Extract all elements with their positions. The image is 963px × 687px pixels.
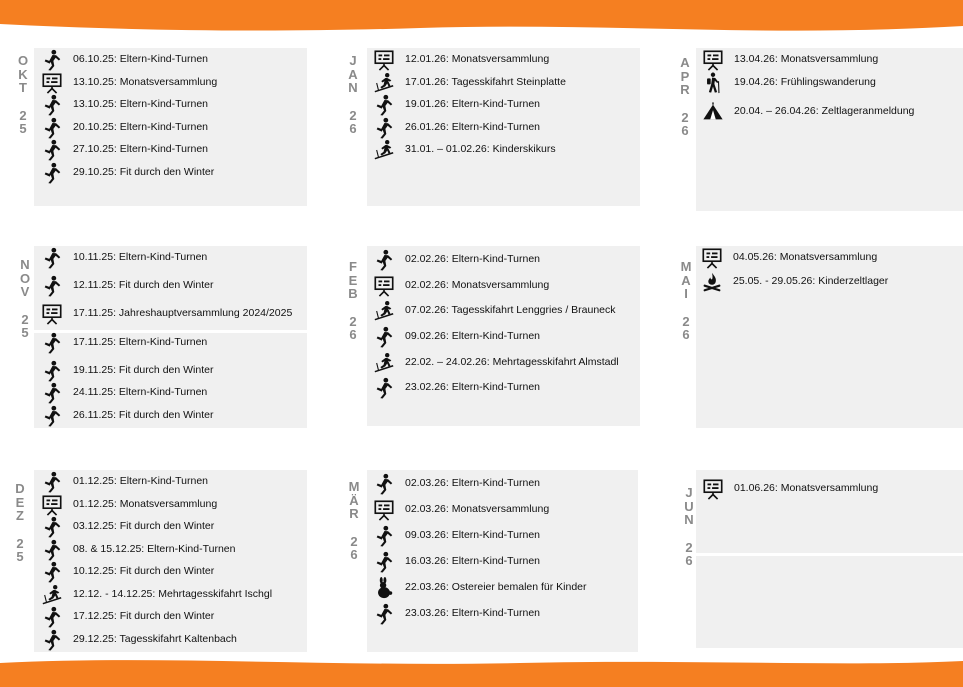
- gymnastics-icon: [41, 117, 63, 139]
- gymnastics-icon: [41, 405, 63, 427]
- month-label-maer: M Ä R 2 6: [348, 479, 360, 562]
- gymnastics-icon: [41, 275, 63, 297]
- month-panel-maer: 02.03.26: Eltern-Kind-Turnen 02.03.26: Monatsversammlung 09.03.26: Eltern-Kind-Turnen 16.03.26: Eltern-Kind-Turnen 22.03.26: Ostereier bemalen für Kinder 23.03.26: Eltern-Kind-Turnen: [367, 470, 638, 652]
- month-label-jun: J U N 2 6: [684, 485, 694, 568]
- bottom-orange-band: [0, 657, 963, 687]
- month-label-nov: N O V 2 5: [19, 257, 31, 340]
- gymnastics-icon: [373, 117, 395, 139]
- month-panel-jan: 12.01.26: Monatsversammlung 17.01.26: Tagesskifahrt Steinplatte 19.01.26: Eltern-Kind-Turnen 26.01.26: Eltern-Kind-Turnen 31.01. – 01.02.26: Kinderskikurs: [367, 48, 640, 206]
- month-panel-dez: 01.12.25: Eltern-Kind-Turnen 01.12.25: Monatsversammlung 03.12.25: Fit durch den Winter 08. & 15.12.25: Eltern-Kind-Turnen 10.12.25: Fit durch den Winter 12.12. - 14.12.25: Mehrtagesskifahrt Ischgl 17.12.25: Fit durch den Winter 29.12.25: Tagesskifahrt Kaltenbach: [34, 470, 307, 652]
- presentation-board-icon: [373, 275, 395, 297]
- presentation-board-icon: [701, 247, 723, 269]
- month-label-mai: M A I 2 6: [680, 259, 692, 342]
- month-label-jan: J A N 2 6: [348, 53, 358, 136]
- gymnastics-icon: [41, 471, 63, 493]
- month-panel-jun: 01.06.26: Monatsversammlung: [696, 470, 963, 648]
- gymnastics-icon: [373, 377, 395, 399]
- campfire-icon: [701, 271, 723, 293]
- month-label-feb: F E B 2 6: [348, 259, 358, 342]
- gymnastics-icon: [41, 360, 63, 382]
- gymnastics-icon: [41, 516, 63, 538]
- gymnastics-icon: [41, 94, 63, 116]
- presentation-board-icon: [373, 49, 395, 71]
- gymnastics-icon: [41, 382, 63, 404]
- gymnastics-icon: [41, 332, 63, 354]
- presentation-board-icon: [373, 499, 395, 521]
- gymnastics-icon: [373, 473, 395, 495]
- gymnastics-icon: [41, 247, 63, 269]
- gymnastics-icon: [41, 606, 63, 628]
- presentation-board-icon: [41, 494, 63, 516]
- gymnastics-icon: [41, 162, 63, 184]
- gymnastics-icon: [41, 49, 63, 71]
- skier-icon: [373, 139, 395, 161]
- gymnastics-icon: [41, 539, 63, 561]
- skier-icon: [373, 300, 395, 322]
- skier-icon: [373, 72, 395, 94]
- month-label-okt: O K T 2 5: [17, 53, 29, 136]
- month-panel-okt: 06.10.25: Eltern-Kind-Turnen 13.10.25: Monatsversammlung 13.10.25: Eltern-Kind-Turnen 20.10.25: Eltern-Kind-Turnen 27.10.25: Eltern-Kind-Turnen 29.10.25: Fit durch den Winter: [34, 48, 307, 206]
- gymnastics-icon: [373, 551, 395, 573]
- gymnastics-icon: [41, 629, 63, 651]
- month-panel-feb: 02.02.26: Eltern-Kind-Turnen 02.02.26: Monatsversammlung 07.02.26: Tagesskifahrt Lenggries / Brauneck 09.02.26: Eltern-Kind-Turnen 22.02. – 24.02.26: Mehrtagesskifahrt Almstadl 23.02.26: Eltern-Kind-Turnen: [367, 246, 640, 426]
- presentation-board-icon: [702, 478, 724, 500]
- gymnastics-icon: [373, 249, 395, 271]
- gymnastics-icon: [373, 525, 395, 547]
- month-panel-mai: 04.05.26: Monatsversammlung 25.05. - 29.05.26: Kinderzeltlager: [696, 246, 963, 428]
- presentation-board-icon: [41, 72, 63, 94]
- month-label-dez: D E Z 2 5: [15, 481, 25, 564]
- gymnastics-icon: [41, 561, 63, 583]
- tent-icon: [702, 101, 724, 123]
- easter-bunny-icon: [373, 577, 395, 599]
- gymnastics-icon: [373, 603, 395, 625]
- month-panel-apr: 13.04.26: Monatsversammlung 19.04.26: Frühlingswanderung 20.04. – 26.04.26: Zeltlageranmeldung: [696, 48, 963, 211]
- month-panel-nov: 10.11.25: Eltern-Kind-Turnen 12.11.25: Fit durch den Winter 17.11.25: Jahreshauptversammlung 2024/2025 17.11.25: Eltern-Kind-Turnen 19.11.25: Fit durch den Winter 24.11.25: Eltern-Kind-Turnen 26.11.25: Fit durch den Winter: [34, 246, 307, 428]
- skier-icon: [41, 584, 63, 606]
- top-orange-band: [0, 0, 963, 36]
- gymnastics-icon: [373, 326, 395, 348]
- gymnastics-icon: [373, 94, 395, 116]
- month-label-apr: A P R 2 6: [680, 55, 690, 138]
- hiker-icon: [702, 72, 724, 94]
- presentation-board-icon: [41, 303, 63, 325]
- skier-icon: [373, 352, 395, 374]
- gymnastics-icon: [41, 139, 63, 161]
- presentation-board-icon: [702, 49, 724, 71]
